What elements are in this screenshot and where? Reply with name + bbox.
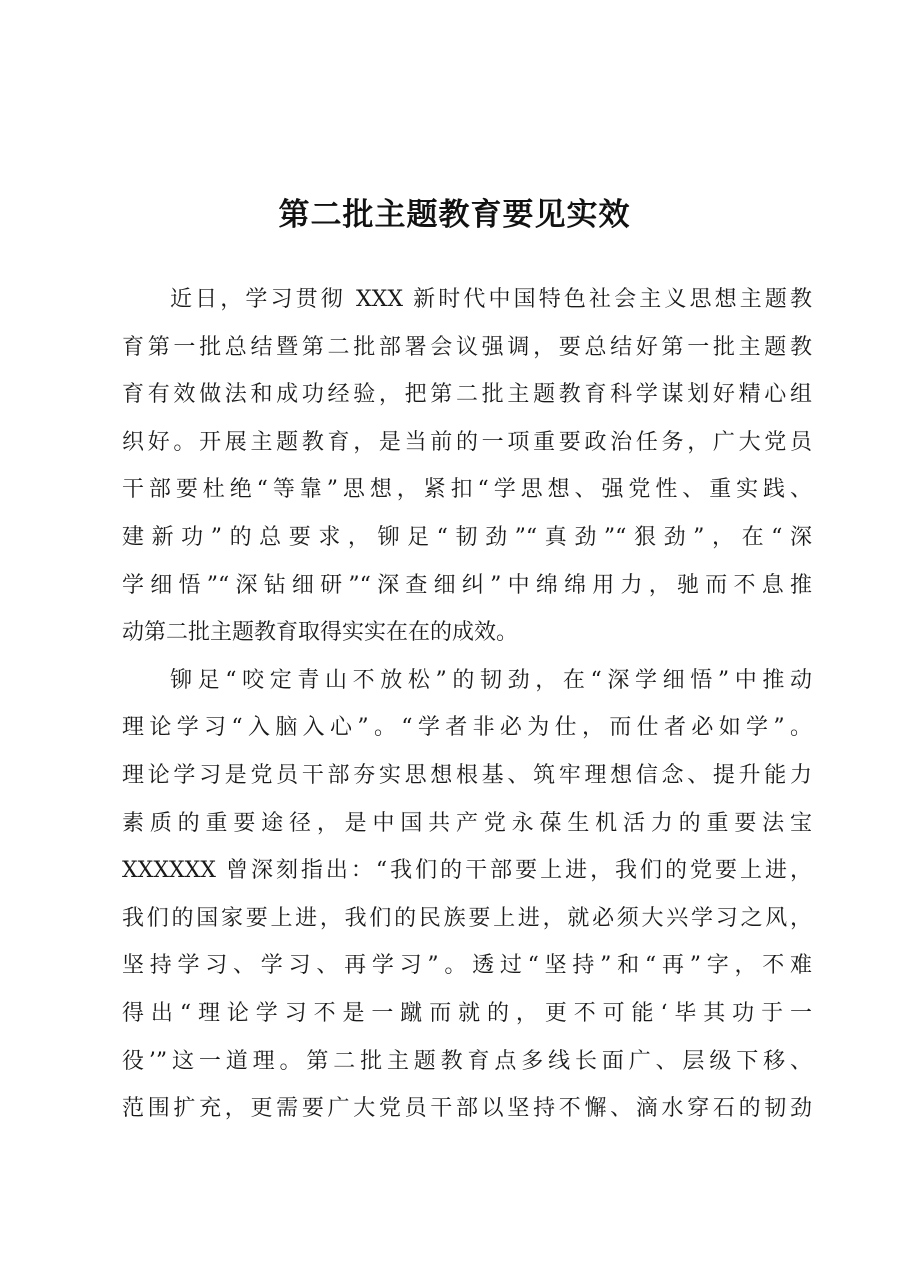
paragraph-line: 动第二批主题教育取得实实在在的成效。 xyxy=(122,620,519,646)
paragraph-line: 织好。开展主题教育，是当前的一项重要政治任务，广大党员 xyxy=(122,429,812,455)
paragraph-line: 理论学习是党员干部夯实思想根基、筑牢理想信念、提升能力 xyxy=(122,762,812,788)
paragraph-line: 得出“理论学习不是一蹴而就的，更不可能‘毕其功于一 xyxy=(122,1000,812,1026)
paragraph-line: 范围扩充，更需要广大党员干部以坚持不懈、滴水穿石的韧劲 xyxy=(122,1096,812,1122)
paragraph-line: 素质的重要途径，是中国共产党永葆生机活力的重要法宝 xyxy=(122,810,812,836)
paragraph-1 xyxy=(122,276,812,657)
paragraph-line: 建新功”的总要求，铆足“韧劲”“真劲”“狠劲”，在“深 xyxy=(122,524,812,550)
paragraph-line: 坚持学习、学习、再学习”。透过“坚持”和“再”字，不难 xyxy=(122,953,812,979)
paragraph-line: 我们的国家要上进，我们的民族要上进，就必须大兴学习之风， xyxy=(122,905,812,931)
document-title: 第二批主题教育要见实效 xyxy=(278,197,631,233)
document-body xyxy=(122,276,812,1133)
paragraph-2 xyxy=(122,657,812,1133)
paragraph-line: 育有效做法和成功经验，把第二批主题教育科学谋划好精心组 xyxy=(122,382,812,408)
paragraph-line: 育第一批总结暨第二批部署会议强调，要总结好第一批主题教 xyxy=(122,334,812,360)
paragraph-line: 铆足“咬定青山不放松”的韧劲，在“深学细悟”中推动 xyxy=(170,667,812,693)
paragraph-line: 学细悟”“深钻细研”“深查细纠”中绵绵用力，驰而不息推 xyxy=(122,572,812,598)
paragraph-line: 役’”这一道理。第二批主题教育点多线长面广、层级下移、 xyxy=(122,1048,812,1074)
paragraph-line: 理论学习“入脑入心”。“学者非必为仕，而仕者必如学”。 xyxy=(122,715,812,741)
paragraph-line: 近日，学习贯彻 XXX 新时代中国特色社会主义思想主题教 xyxy=(170,287,812,312)
paragraph-line: 干部要杜绝“等靠”思想，紧扣“学思想、强党性、重实践、 xyxy=(122,477,812,503)
paragraph-line: XXXXXX 曾深刻指出：“我们的干部要上进，我们的党要上进， xyxy=(122,858,812,884)
